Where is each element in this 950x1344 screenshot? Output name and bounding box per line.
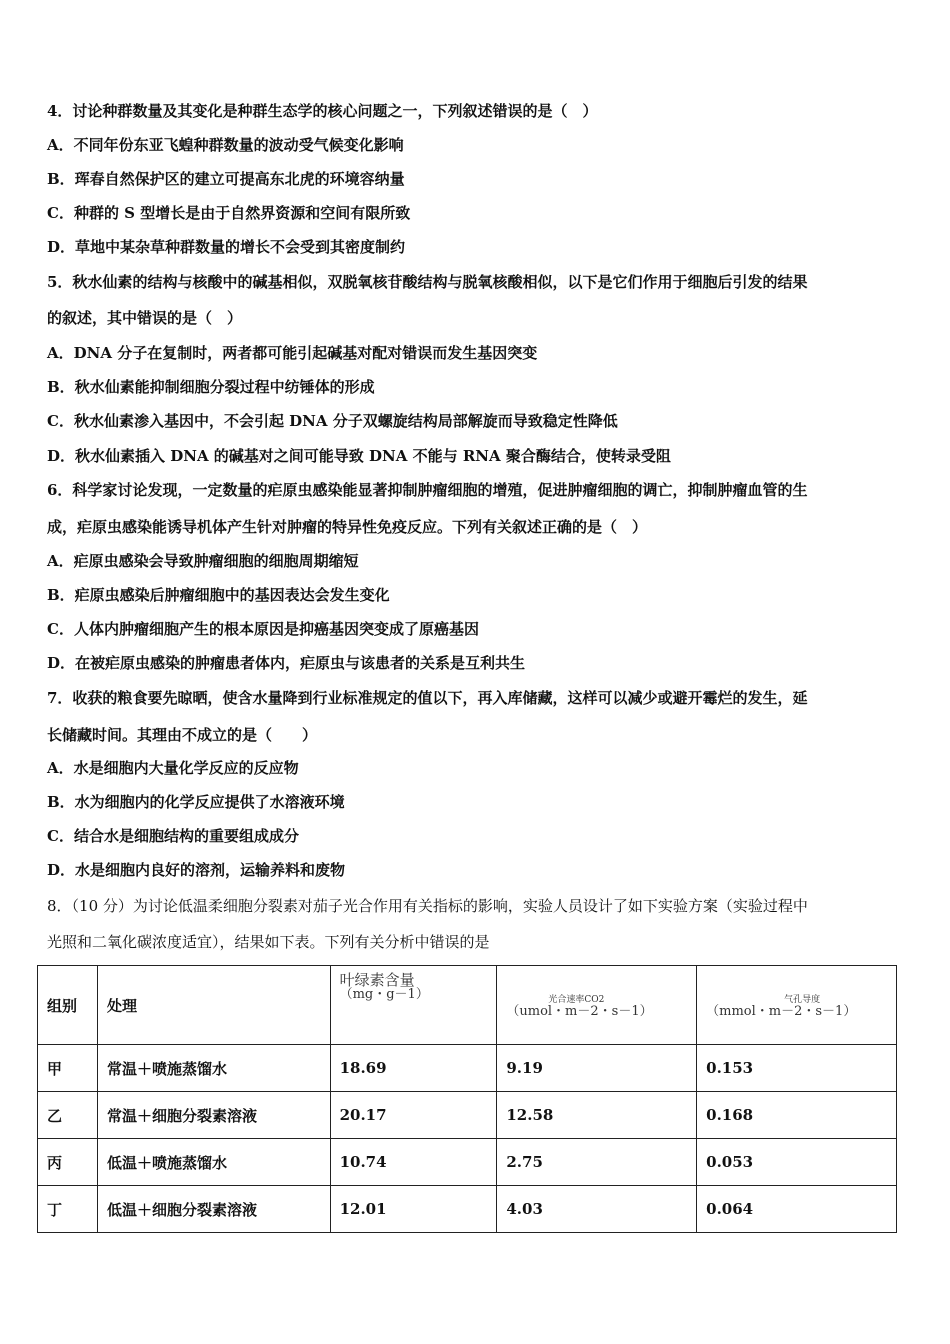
question-5-option-d: D．秋水仙素插入 DNA 的碱基对之间可能导致 DNA 不能与 RNA 聚合酶结合，使转录受阻 xyxy=(47,447,671,465)
results-table xyxy=(37,965,897,1233)
question-6-option-a: A．疟原虫感染会导致肿瘤细胞的细胞周期缩短 xyxy=(47,552,359,570)
question-8-stem-line2: 光照和二氧化碳浓度适宜），结果如下表。下列有关分析中错误的是 xyxy=(47,933,490,951)
table-row xyxy=(38,1045,897,1092)
question-4-option-a: A．不同年份东亚飞蝗种群数量的波动受气候变化影响 xyxy=(47,136,404,154)
row-chlorophyll: 18.69 xyxy=(330,1045,497,1092)
question-7-option-b: B．水为细胞内的化学反应提供了水溶液环境 xyxy=(47,793,345,811)
row-photosynthesis: 12.58 xyxy=(497,1092,697,1139)
table-row xyxy=(38,1186,897,1233)
header-stomatal-title: 气孔导度 xyxy=(784,994,821,1005)
question-5-option-c: C．秋水仙素渗入基因中，不会引起 DNA 分子双螺旋结构局部解旋而导致稳定性降低 xyxy=(47,412,618,430)
row-treatment: 低温＋细胞分裂素溶液 xyxy=(97,1186,330,1233)
row-photosynthesis: 9.19 xyxy=(497,1045,697,1092)
question-7-option-c: C．结合水是细胞结构的重要组成成分 xyxy=(47,827,299,845)
header-group: 组别 xyxy=(38,966,98,1045)
row-chlorophyll: 20.17 xyxy=(330,1092,497,1139)
header-treatment: 处理 xyxy=(97,966,330,1045)
row-photosynthesis: 2.75 xyxy=(497,1139,697,1186)
question-5-stem-line2: 的叙述，其中错误的是（ ） xyxy=(47,309,243,327)
question-6-stem-line1: 6．科学家讨论发现，一定数量的疟原虫感染能显著抑制肿瘤细胞的增殖，促进肿瘤细胞的调亡，抑制肿瘤血管的生 xyxy=(47,481,808,499)
header-photosynthesis-unit: （umol・m－2・s－1） xyxy=(506,1003,653,1019)
row-stomatal: 0.064 xyxy=(697,1186,897,1233)
question-7-option-d: D．水是细胞内良好的溶剂，运输养料和废物 xyxy=(47,861,346,879)
question-5-option-a: A．DNA 分子在复制时，两者都可能引起碱基对配对错误而发生基因突变 xyxy=(47,344,538,362)
header-chlorophyll-title: 叶绿素含量 xyxy=(339,971,415,989)
question-7-stem-line1: 7．收获的粮食要先晾晒，使含水量降到行业标准规定的值以下，再入库储藏，这样可以减少或避开霉烂的发生，延 xyxy=(47,689,808,707)
question-7-stem-line2: 长储藏时间。其理由不成立的是（ ） xyxy=(47,726,318,744)
question-4-option-d: D．草地中某杂草种群数量的增长不会受到其密度制约 xyxy=(47,238,406,256)
question-5-option-b: B．秋水仙素能抑制细胞分裂过程中纺锤体的形成 xyxy=(47,378,375,396)
row-stomatal: 0.168 xyxy=(697,1092,897,1139)
header-chlorophyll xyxy=(330,966,497,1045)
row-chlorophyll: 10.74 xyxy=(330,1139,497,1186)
question-4-stem: 4．讨论种群数量及其变化是种群生态学的核心问题之一，下列叙述错误的是（ ） xyxy=(47,102,598,120)
question-6-stem-line2: 成，疟原虫感染能诱导机体产生针对肿瘤的特异性免疫反应。下列有关叙述正确的是（ ） xyxy=(47,518,648,536)
row-stomatal: 0.053 xyxy=(697,1139,897,1186)
table-row xyxy=(38,1139,897,1186)
header-photosynthesis xyxy=(497,966,697,1045)
question-4-option-b: B．珲春自然保护区的建立可提高东北虎的环境容纳量 xyxy=(47,170,405,188)
row-group: 丁 xyxy=(38,1186,98,1233)
row-group: 甲 xyxy=(38,1045,98,1092)
question-5-stem-line1: 5．秋水仙素的结构与核酸中的碱基相似，双脱氧核苷酸结构与脱氧核酸相似，以下是它们作用于细胞后引发的结果 xyxy=(47,273,808,291)
question-6-option-b: B．疟原虫感染后肿瘤细胞中的基因表达会发生变化 xyxy=(47,586,390,604)
row-photosynthesis: 4.03 xyxy=(497,1186,697,1233)
row-chlorophyll: 12.01 xyxy=(330,1186,497,1233)
table-header-row xyxy=(38,966,897,1045)
header-photosynthesis-title: 光合速率CO2 xyxy=(548,994,605,1005)
table-row xyxy=(38,1092,897,1139)
row-stomatal: 0.153 xyxy=(697,1045,897,1092)
question-6-option-c: C．人体内肿瘤细胞产生的根本原因是抑癌基因突变成了原癌基因 xyxy=(47,620,479,638)
question-8-stem-line1: 8．（10 分）为讨论低温柔细胞分裂素对茄子光合作用有关指标的影响，实验人员设计了如下实验方案（实验过程中 xyxy=(47,897,808,915)
header-stomatal xyxy=(697,966,897,1045)
row-treatment: 低温＋喷施蒸馏水 xyxy=(97,1139,330,1186)
header-chlorophyll-unit: （mg・g－1） xyxy=(339,987,429,1002)
row-group: 丙 xyxy=(38,1139,98,1186)
row-group: 乙 xyxy=(38,1092,98,1139)
row-treatment: 常温＋喷施蒸馏水 xyxy=(97,1045,330,1092)
row-treatment: 常温＋细胞分裂素溶液 xyxy=(97,1092,330,1139)
question-4-option-c: C．种群的 S 型增长是由于自然界资源和空间有限所致 xyxy=(47,204,411,222)
question-6-option-d: D．在被疟原虫感染的肿瘤患者体内，疟原虫与该患者的关系是互利共生 xyxy=(47,654,526,672)
question-7-option-a: A．水是细胞内大量化学反应的反应物 xyxy=(47,759,299,777)
header-stomatal-unit: （mmol・m－2・s－1） xyxy=(706,1003,857,1019)
